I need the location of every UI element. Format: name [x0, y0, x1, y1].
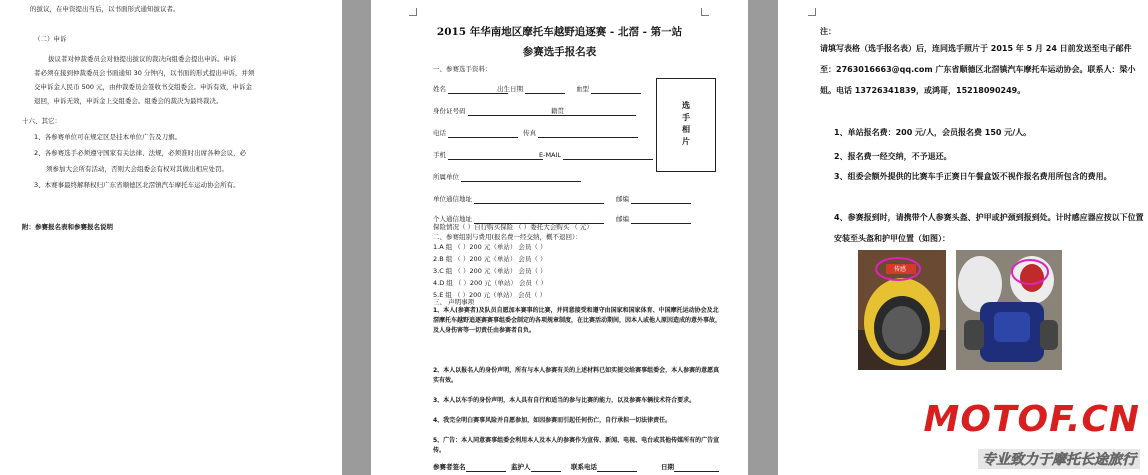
form-title: 2015 年华南地区摩托车越野追逐赛 - 北滘 - 第一站	[436, 26, 683, 38]
group-option[interactable]: 4.D 组 （ ）200 元（单站） 会员（ ）	[433, 279, 548, 287]
note-title: 注：	[820, 27, 836, 36]
text-line: 交申诉金人民币 500 元，由仲裁委员会签收书交组委会。申诉有效，申诉金	[34, 83, 253, 91]
margin-mark	[409, 8, 417, 16]
field-email[interactable]: E-MAIL	[539, 150, 653, 160]
note-item: 4、参赛报到时，请携带个人参赛头盔、护甲或护颈到报到处。计时感应器应按以下位置安装至头盔和护甲位置（如图）：	[834, 213, 1144, 243]
note-intro: 请填写表格（选手报名表）后，连同选手照片于 2015 年 5 月 24 日前发送至电子邮件至：2763016663@qq.com 广东省顺德区北滘镇汽车摩托车运动协会。联系人：梁小姐。电话 13726341839，或鸿哥，15218090249。	[820, 44, 1136, 95]
field-postcode-2[interactable]: 邮编	[616, 214, 691, 224]
attachment-note: 附：参赛报名表和参赛报名说明	[22, 223, 113, 231]
footer-phone[interactable]: 联系电话	[571, 462, 637, 472]
field-phone[interactable]: 电话	[433, 128, 518, 138]
helmet-photo	[858, 250, 946, 370]
margin-mark	[701, 8, 709, 16]
section-heading: （二）申诉	[34, 35, 67, 43]
photo-box	[656, 78, 716, 172]
field-id[interactable]: 身份证号码	[433, 106, 568, 116]
form-subtitle: 参赛选手报名表	[522, 46, 597, 58]
sticker-label: 传感	[894, 266, 907, 273]
footer-guardian[interactable]: 监护人	[511, 462, 561, 472]
field-fax[interactable]: 传真	[523, 128, 638, 138]
declaration-item: 5、广告：本人同意赛事组委会利用本人及本人的参赛作为宣传、新闻、电视、电台或其他传媒所有的广告宣传。	[433, 437, 720, 454]
watermark-logo: MOTOF.CN	[923, 399, 1140, 440]
list-item: 2、各参赛选手必须遵守国家有关法律、法规，必须准时出席各种会议，必	[34, 149, 247, 157]
declaration-item: 2、本人以报名人的身份声明，所有与本人参赛有关的上述材料已如实提交给赛事组委会，本人参赛的意愿真实有效。	[433, 367, 720, 384]
text-line: 者必须在接到仲裁委员会书面通知 30 分钟内，以书面的形式提出申诉，并须	[34, 69, 255, 77]
section-heading: 一、参赛选手资料：	[433, 65, 492, 73]
section-heading: 十六、其它：	[22, 117, 61, 125]
field-mobile[interactable]: 手机	[433, 150, 543, 160]
group-option[interactable]: 1.A 组 （ ）200 元（单站） 会员（ ）	[433, 243, 547, 251]
section-heading: 三、 声明事项	[433, 298, 475, 306]
group-option[interactable]: 3.C 组 （ ）200 元（单站） 会员（ ）	[433, 267, 547, 275]
declaration-item: 3、本人以车手的身份声明，本人具有自行和适当的参与比赛的能力，以及参赛车辆技术符合要求。	[433, 397, 696, 404]
footer-date[interactable]: 日期	[661, 462, 719, 472]
note-item: 2、报名费一经交纳，不予退还。	[834, 152, 952, 161]
text-line: 拔议者对仲裁委员会对他提出拔议的裁决向组委会提出申诉。申诉	[48, 55, 237, 63]
section-heading: 二、参赛组别与费用(报名费一经交纳，概不退回）：	[433, 233, 582, 241]
field-birth[interactable]: 出生日期	[497, 84, 565, 94]
group-option[interactable]: 5.E 组 （ ）200 元（单站） 会员（ ）	[433, 291, 547, 299]
text-line: 退回，申诉无效，申诉金上交组委会。组委会的裁决为最终裁决。	[34, 97, 223, 105]
site-watermark	[892, 399, 1142, 469]
note-item: 3、组委会额外提供的比赛车手正赛日午餐盒饭不视作报名费用所包含的费用。	[834, 172, 1112, 181]
field-name[interactable]: 姓名	[433, 84, 508, 94]
list-item: 1、各参赛单位可在规定区是挂本单位广告及刀旗。	[34, 133, 182, 141]
field-home-address[interactable]: 个人通信地址	[433, 214, 604, 224]
list-item: 3、本赛事最终解释权归广东省顺德区北滘镇汽车摩托车运动协会所有。	[34, 181, 240, 189]
field-unit[interactable]: 所属单位	[433, 172, 581, 182]
armor-photo	[956, 250, 1062, 370]
declaration-item: 1、本人(参赛者)及队员自愿加本赛事的比赛，并同意接受和遵守由国家和国家体育、中国摩托运动协会及北滘摩托车越野追逐赛赛事组委会制定的各项规章制度，在比赛活动期间，因本人或他人原因造成的意外事故，及人身伤害等一切责任由参赛者自负。	[433, 307, 722, 334]
margin-mark	[808, 8, 816, 16]
group-option[interactable]: 2.B 组 （ ）200 元（单站） 会员（ ）	[433, 255, 547, 263]
document-page-2	[371, 0, 748, 475]
field-postcode[interactable]: 邮编	[616, 194, 691, 204]
field-blood[interactable]: 血型	[576, 84, 641, 94]
field-native[interactable]: 籍贯	[551, 106, 636, 116]
note-item: 1、单站报名费：200 元/人，会员报名费 150 元/人。	[834, 128, 1032, 137]
footer-signer[interactable]: 参赛者签名	[433, 462, 506, 472]
text-line: 的拔议，在申资提出当后，以书面形式通知拔议者。	[30, 5, 180, 13]
document-page-1	[0, 0, 342, 475]
photo-label: 选手相片	[681, 101, 691, 149]
insurance-line: 保险情况（ ）自行购买保险 （ ）委托大会购买 （ 元）	[433, 223, 593, 231]
declaration-item: 4、我完全明白赛事风险并自愿参加，如因参赛而引起任何伤亡，自行承担一切法律责任。	[433, 417, 672, 424]
watermark-slogan: 专业致力于摩托长途旅行	[978, 449, 1140, 469]
field-unit-address[interactable]: 单位通信地址	[433, 194, 604, 204]
list-item: 须参加大会所有活动，否则大会组委会有权对其做出相应处罚。	[46, 165, 228, 173]
